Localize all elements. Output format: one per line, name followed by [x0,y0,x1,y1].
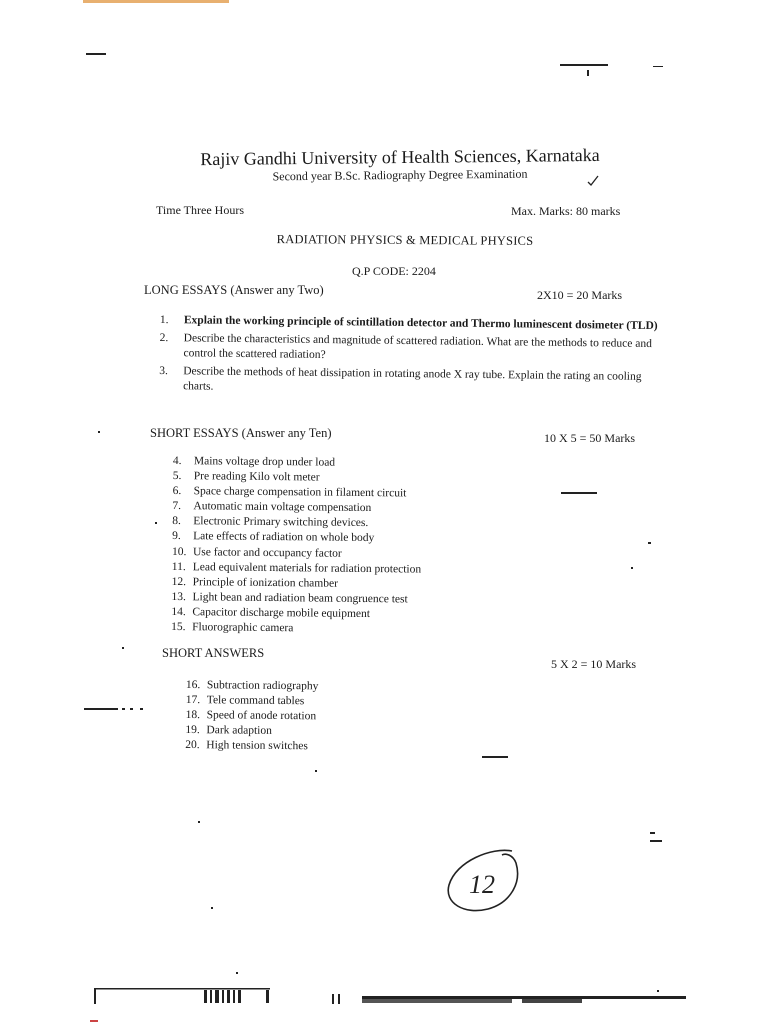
question-text: Subtraction radiography [206,679,319,693]
question-number: 1. [159,313,169,327]
scan-mark [650,832,655,834]
question-number: 7. [172,500,182,513]
question-text: Space charge compensation in filament circuit [193,485,407,500]
handwritten-page-number [442,845,524,917]
max-marks: Max. Marks: 80 marks [511,204,621,218]
list-item [186,693,319,709]
short-essays-heading: SHORT ESSAYS (Answer any Ten) [150,426,332,440]
scan-mark [587,70,589,76]
question-number: 4. [172,454,182,468]
question-text: Pre reading Kilo volt meter [193,470,320,484]
question-number: 6. [172,485,182,498]
question-number: 8. [172,515,181,528]
question-number: 13. [171,590,186,603]
list-item [186,708,319,724]
question-text: Dark adaption [206,724,272,738]
long-essays-list [159,313,660,403]
scan-dot [155,522,157,524]
scan-mark [560,64,608,66]
question-number: 19. [185,724,200,737]
question-number: 20. [185,739,200,752]
list-item [171,620,420,638]
question-number: 5. [172,470,182,483]
question-text: Electronic Primary switching devices. [193,515,369,530]
exam-title: Second year B.Sc. Radiography Degree Examination [272,166,528,184]
question-text: Fluorographic camera [192,621,294,635]
long-essays-marks: 2X10 = 20 Marks [537,288,623,302]
long-essays-heading: LONG ESSAYS (Answer any Two) [144,283,324,297]
question-number: 11. [171,560,186,573]
scan-mark [84,708,118,710]
question-number: 18. [185,709,201,722]
question-text: Mains voltage drop under load [193,455,336,469]
scan-dot [211,907,213,909]
barcode-strip [332,993,686,1005]
short-answers-list [185,678,318,755]
question-text: Explain the working principle of scintillation detector and Thermo luminescent dosimeter (TLD) [183,314,658,333]
question-text: Light bean and radiation beam congruence test [192,591,408,606]
question-text: Tele command tables [206,694,305,708]
list-item [185,738,318,754]
question-text: Use factor and occupancy factor [192,545,342,560]
scan-dot [122,647,124,649]
list-item [186,678,319,694]
question-text: Capacitor discharge mobile equipment [192,606,371,621]
question-text: Lead equivalent materials for radiation protection [192,560,422,576]
short-essays-marks: 10 X 5 = 50 Marks [544,431,636,445]
scan-mark [90,1020,98,1022]
barcode-strip [94,988,270,1004]
page-number-text: 12 [469,870,495,899]
qp-code: Q.P CODE: 2204 [352,264,436,278]
scan-dot [631,567,633,569]
question-number: 10. [171,545,187,558]
scan-mark [86,53,106,55]
question-number: 16. [185,678,201,692]
scan-mark [561,492,597,494]
question-text: High tension switches [206,739,308,753]
scan-dot [657,990,659,992]
question-text: Describe the characteristics and magnitude of scattered radiation. What are the methods to reduce and control the scattered radiation? [183,332,652,362]
question-text: Speed of anode rotation [206,709,317,723]
short-answers-marks: 5 X 2 = 10 Marks [551,657,637,671]
scan-edge-mark [83,0,229,3]
list-item [185,723,318,739]
question-number: 12. [171,575,187,588]
scan-mark [130,708,133,710]
short-answers-heading: SHORT ANSWERS [162,646,265,660]
scan-mark [482,756,508,758]
scan-mark [650,840,662,842]
scan-dot [236,972,238,974]
question-text: Principle of ionization chamber [192,575,339,590]
scan-dot [198,821,200,823]
question-number: 14. [171,605,186,619]
scan-dot [98,431,100,433]
list-item [159,364,659,400]
short-essays-list [171,454,422,638]
question-text: Automatic main voltage compensation [193,500,372,515]
scan-mark [122,708,125,710]
question-text: Describe the methods of heat dissipation in rotating anode X ray tube. Explain the rating an cooling charts. [183,365,642,393]
exam-duration: Time Three Hours [156,203,244,217]
tick-mark-icon [586,173,600,187]
question-text: Late effects of radiation on whole body [193,530,375,545]
scan-dot [315,770,317,772]
scan-mark [140,708,143,710]
question-number: 9. [172,530,181,543]
university-title: Rajiv Gandhi University of Health Sciences, Karnataka [200,144,600,170]
question-number: 3. [159,364,168,378]
scan-dot [648,542,651,544]
question-number: 2. [159,331,169,345]
scan-mark [653,66,663,67]
subject-title: RADIATION PHYSICS & MEDICAL PHYSICS [276,232,534,248]
question-number: 15. [171,621,186,634]
question-number: 17. [185,694,201,707]
list-item [159,331,659,367]
